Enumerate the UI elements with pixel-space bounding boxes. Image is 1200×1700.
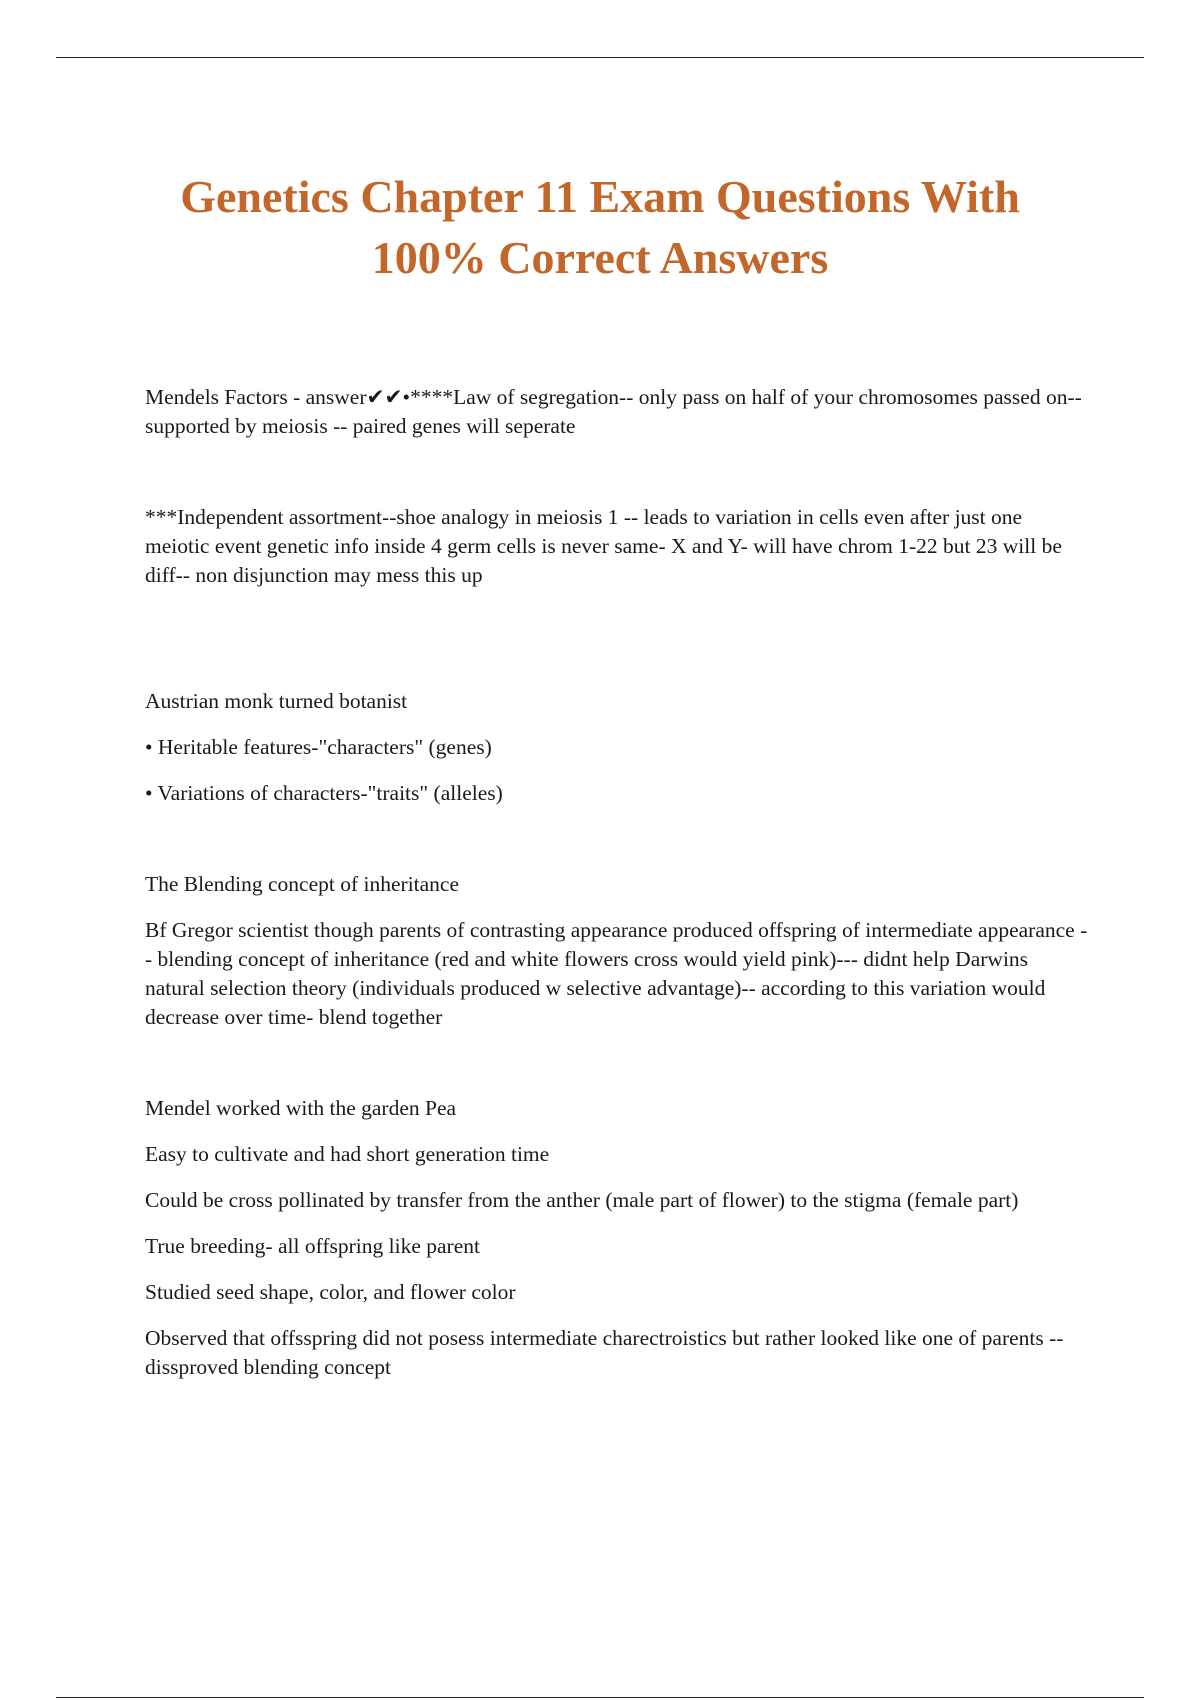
paragraph: Could be cross pollinated by transfer from the anther (male part of flower) to the stigma (female part) — [145, 1188, 1019, 1212]
section-heading: The Blending concept of inheritance — [145, 872, 460, 896]
top-rule — [56, 57, 1144, 58]
paragraph: ***Independent assortment--shoe analogy in meiosis 1 -- leads to variation in cells even after just one meiotic event genetic info inside 4 germ cells is never same- X and Y- will have chrom 1-22 but 23 will be diff-- non disjunction may mess this up — [145, 505, 1062, 587]
title-line-1: Genetics Chapter 11 Exam Questions With — [180, 171, 1020, 222]
paragraph: Bf Gregor scientist though parents of contrasting appearance produced offspring of intermediate appearance -- blending concept of inheritance (red and white flowers cross would yield pink)--- didnt help Darwins natural selection theory (individuals produced w selective advantage)-- according to this variation would decrease over time- blend together — [145, 918, 1088, 1029]
paragraph: Studied seed shape, color, and flower color — [145, 1280, 516, 1304]
paragraph: Easy to cultivate and had short generation time — [145, 1142, 550, 1166]
bullet-item: • Variations of characters-"traits" (alleles) — [145, 781, 503, 805]
bottom-rule — [56, 1697, 1144, 1698]
document-title — [100, 166, 1100, 288]
paragraph: True breeding- all offspring like parent — [145, 1234, 480, 1258]
section-heading: Mendel worked with the garden Pea — [145, 1096, 457, 1120]
paragraph: Observed that offsspring did not posess intermediate charectroistics but rather looked like one of parents --dissproved blending concept — [145, 1326, 1064, 1379]
bullet-item: • Heritable features-"characters" (genes) — [145, 735, 492, 759]
title-line-2: 100% Correct Answers — [371, 232, 829, 283]
paragraph: Mendels Factors - answer✔✔•****Law of segregation-- only pass on half of your chromosomes passed on-- supported by meiosis -- paired genes will seperate — [145, 385, 1082, 438]
document-body — [145, 383, 1090, 1382]
paragraph: Austrian monk turned botanist — [145, 689, 408, 713]
